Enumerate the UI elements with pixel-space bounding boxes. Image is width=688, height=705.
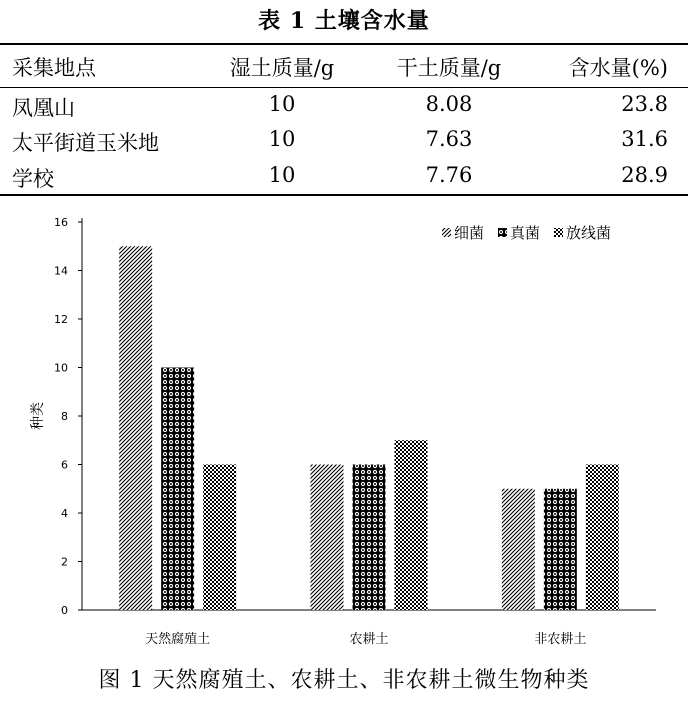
- y-tick-label: 4: [61, 507, 68, 520]
- chart-bars: [119, 246, 619, 610]
- table-header-rule: [0, 87, 688, 88]
- table-header-location: 采集地点: [12, 56, 96, 80]
- bar-2-0: [203, 465, 236, 611]
- table-header-dry-weight: 干土质量/g: [396, 56, 502, 80]
- table-cell: 太平街道玉米地: [12, 131, 159, 155]
- legend-label-1: 真菌: [510, 224, 541, 242]
- y-tick-label: 2: [61, 555, 68, 569]
- table-cell: 学校: [12, 167, 54, 191]
- y-tick-label: 16: [54, 216, 68, 229]
- bar-chart: [0, 205, 688, 655]
- bar-1-0: [161, 368, 194, 611]
- bar-0-0: [119, 246, 152, 610]
- x-tick-label: 非农耕土: [534, 632, 587, 647]
- y-tick-label: 10: [54, 361, 68, 375]
- bar-2-1: [395, 440, 428, 610]
- bar-2-2: [586, 465, 619, 611]
- table-cell: 31.6: [621, 127, 668, 151]
- table-cell: 28.9: [621, 163, 668, 187]
- bar-1-2: [544, 489, 577, 610]
- x-tick-label: 农耕土: [349, 632, 389, 647]
- table-cell: 凤凰山: [12, 96, 75, 120]
- bar-0-1: [311, 465, 344, 611]
- legend-label-0: 细菌: [454, 224, 485, 242]
- legend-swatch-1: [498, 228, 507, 237]
- table-top-rule: [0, 43, 688, 45]
- legend-label-2: 放线菌: [566, 224, 612, 242]
- table-cell: 7.63: [425, 127, 473, 151]
- table-header-water-content: 含水量(%): [568, 56, 668, 80]
- table-cell: 10: [268, 127, 296, 151]
- y-axis-label: 种类: [30, 402, 46, 430]
- y-tick-label: 8: [61, 410, 68, 423]
- legend-swatch-0: [442, 228, 451, 237]
- table-cell: 10: [268, 92, 296, 116]
- table-cell: 7.76: [425, 163, 473, 187]
- legend-swatch-2: [554, 228, 563, 237]
- table-cell: 8.08: [425, 92, 473, 116]
- y-tick-label: 6: [61, 458, 68, 472]
- bar-0-2: [502, 489, 535, 610]
- bar-1-1: [353, 465, 386, 611]
- y-tick-label: 12: [54, 313, 68, 326]
- y-tick-label: 0: [61, 604, 68, 617]
- table-cell: 23.8: [621, 92, 668, 116]
- figure-caption: 图 1 天然腐殖土、农耕土、非农耕土微生物种类: [98, 668, 590, 693]
- x-tick-label: 天然腐殖土: [145, 632, 211, 647]
- y-tick-label: 14: [54, 264, 68, 278]
- table-title: 表 1 土壤含水量: [258, 8, 430, 34]
- table-bottom-rule: [0, 194, 688, 196]
- table-header-wet-weight: 湿土质量/g: [229, 56, 335, 80]
- table-cell: 10: [268, 163, 296, 187]
- chart-legend: [442, 224, 611, 242]
